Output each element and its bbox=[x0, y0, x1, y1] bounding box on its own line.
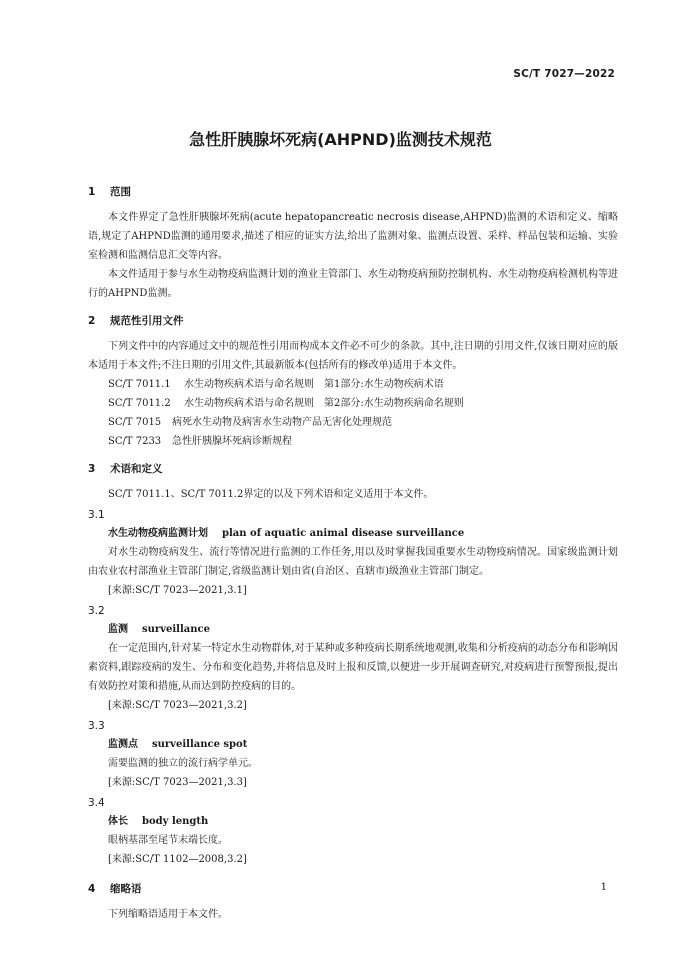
reference-item bbox=[88, 432, 618, 451]
reference-code: SC/T 7011.2 bbox=[108, 398, 171, 409]
reference-code: SC/T 7011.1 bbox=[108, 379, 171, 390]
term-definition: 眼柄基部至尾节末端长度。 bbox=[108, 835, 228, 846]
section-heading-abbreviations bbox=[88, 879, 618, 899]
term-zh: 体长 bbox=[108, 816, 128, 827]
section-title: 缩略语 bbox=[110, 883, 142, 895]
section-number: 4 bbox=[88, 883, 96, 895]
term-number: 3.4 bbox=[88, 797, 105, 809]
references-intro: 下列文件中的内容通过文中的规范性引用而构成本文件必不可少的条款。其中,注日期的引用文件,仅该日期对应的版本适用于本文件;不注日期的引用文件,其最新版本(包括所有的修改单)适用于本文件。 bbox=[88, 341, 618, 371]
standard-number: SC/T 7027—2022 bbox=[513, 68, 615, 80]
page-number: 1 bbox=[600, 882, 607, 893]
term-heading bbox=[88, 812, 618, 831]
section-number: 2 bbox=[88, 315, 96, 327]
term-zh: 监测 bbox=[108, 624, 128, 635]
section-number: 3 bbox=[88, 463, 96, 475]
term-source: [来源:SC/T 7023—2021,3.1] bbox=[108, 585, 247, 596]
section-heading-scope bbox=[88, 182, 618, 202]
term-source: [来源:SC/T 1102—2008,3.2] bbox=[108, 854, 247, 865]
reference-title: 病死水生动物及病害水生动物产品无害化处理规范 bbox=[172, 417, 392, 428]
scope-paragraph-2: 本文件适用于参与水生动物疫病监测计划的渔业主管部门、水生动物疫病预防控制机构、水生动物疫病检测机构等进行的AHPND监测。 bbox=[88, 269, 618, 299]
term-zh: 水生动物疫病监测计划 bbox=[108, 528, 208, 539]
term-number: 3.1 bbox=[88, 509, 105, 521]
document-body bbox=[88, 176, 618, 924]
reference-title: 水生动物疾病术语与命名规则 第1部分:水生动物疾病术语 bbox=[184, 379, 444, 390]
reference-title: 水生动物疾病术语与命名规则 第2部分:水生动物疾病命名规则 bbox=[184, 398, 464, 409]
section-heading-terms bbox=[88, 459, 618, 479]
term-en: plan of aquatic animal disease surveillance bbox=[222, 528, 465, 539]
term-en: surveillance spot bbox=[152, 739, 248, 750]
section-title: 范围 bbox=[110, 186, 131, 198]
term-definition: 需要监测的独立的流行病学单元。 bbox=[108, 758, 258, 769]
term-en: body length bbox=[142, 816, 209, 827]
reference-item bbox=[88, 394, 618, 413]
scope-paragraph-1: 本文件界定了急性肝胰腺坏死病(acute hepatopancreatic necrosis disease,AHPND)监测的术语和定义、缩略语,规定了AHPND监测的通用要求,描述了相应的证实方法,给出了监测对象、监测点设置、采样、样品包装和运输、实验室检测和监测信息汇交等内容。 bbox=[88, 212, 618, 261]
term-definition: 对水生动物疫病发生、流行等情况进行监测的工作任务,用以及时掌握我国重要水生动物疫病情况。国家级监测计划由农业农村部渔业主管部门制定,省级监测计划由省(自治区、直辖市)级渔业主管部门制定。 bbox=[88, 547, 618, 577]
reference-item bbox=[88, 375, 618, 394]
term-heading bbox=[88, 620, 618, 639]
section-heading-normative-references bbox=[88, 311, 618, 331]
section-title: 术语和定义 bbox=[110, 463, 163, 475]
term-en: surveillance bbox=[142, 624, 210, 635]
document-title: 急性肝胰腺坏死病(AHPND)监测技术规范 bbox=[189, 130, 492, 149]
section-title: 规范性引用文件 bbox=[110, 315, 184, 327]
section-number: 1 bbox=[88, 186, 96, 198]
term-number: 3.3 bbox=[88, 720, 105, 732]
reference-code: SC/T 7233 bbox=[108, 436, 162, 447]
term-source: [来源:SC/T 7023—2021,3.3] bbox=[108, 777, 247, 788]
term-definition: 在一定范围内,针对某一特定水生动物群体,对于某种或多种疫病长期系统地观测,收集和分析疫病的动态分布和影响因素资料,跟踪疫病的发生、分布和变化趋势,并将信息及时上报和反馈,以便进一步开展调查研究,对疫病进行预警预报,提出有效防控对策和措施,从而达到防控疫病的目的。 bbox=[88, 643, 618, 692]
reference-code: SC/T 7015 bbox=[108, 417, 162, 428]
abbreviations-intro: 下列缩略语适用于本文件。 bbox=[108, 909, 228, 920]
reference-item bbox=[88, 413, 618, 432]
term-zh: 监测点 bbox=[108, 739, 138, 750]
term-number: 3.2 bbox=[88, 605, 105, 617]
term-heading bbox=[88, 735, 618, 754]
reference-title: 急性肝胰腺坏死病诊断规程 bbox=[172, 436, 292, 447]
terms-intro: SC/T 7011.1、SC/T 7011.2界定的以及下列术语和定义适用于本文件。 bbox=[108, 489, 434, 500]
term-heading bbox=[88, 524, 618, 543]
term-source: [来源:SC/T 7023—2021,3.2] bbox=[108, 700, 247, 711]
